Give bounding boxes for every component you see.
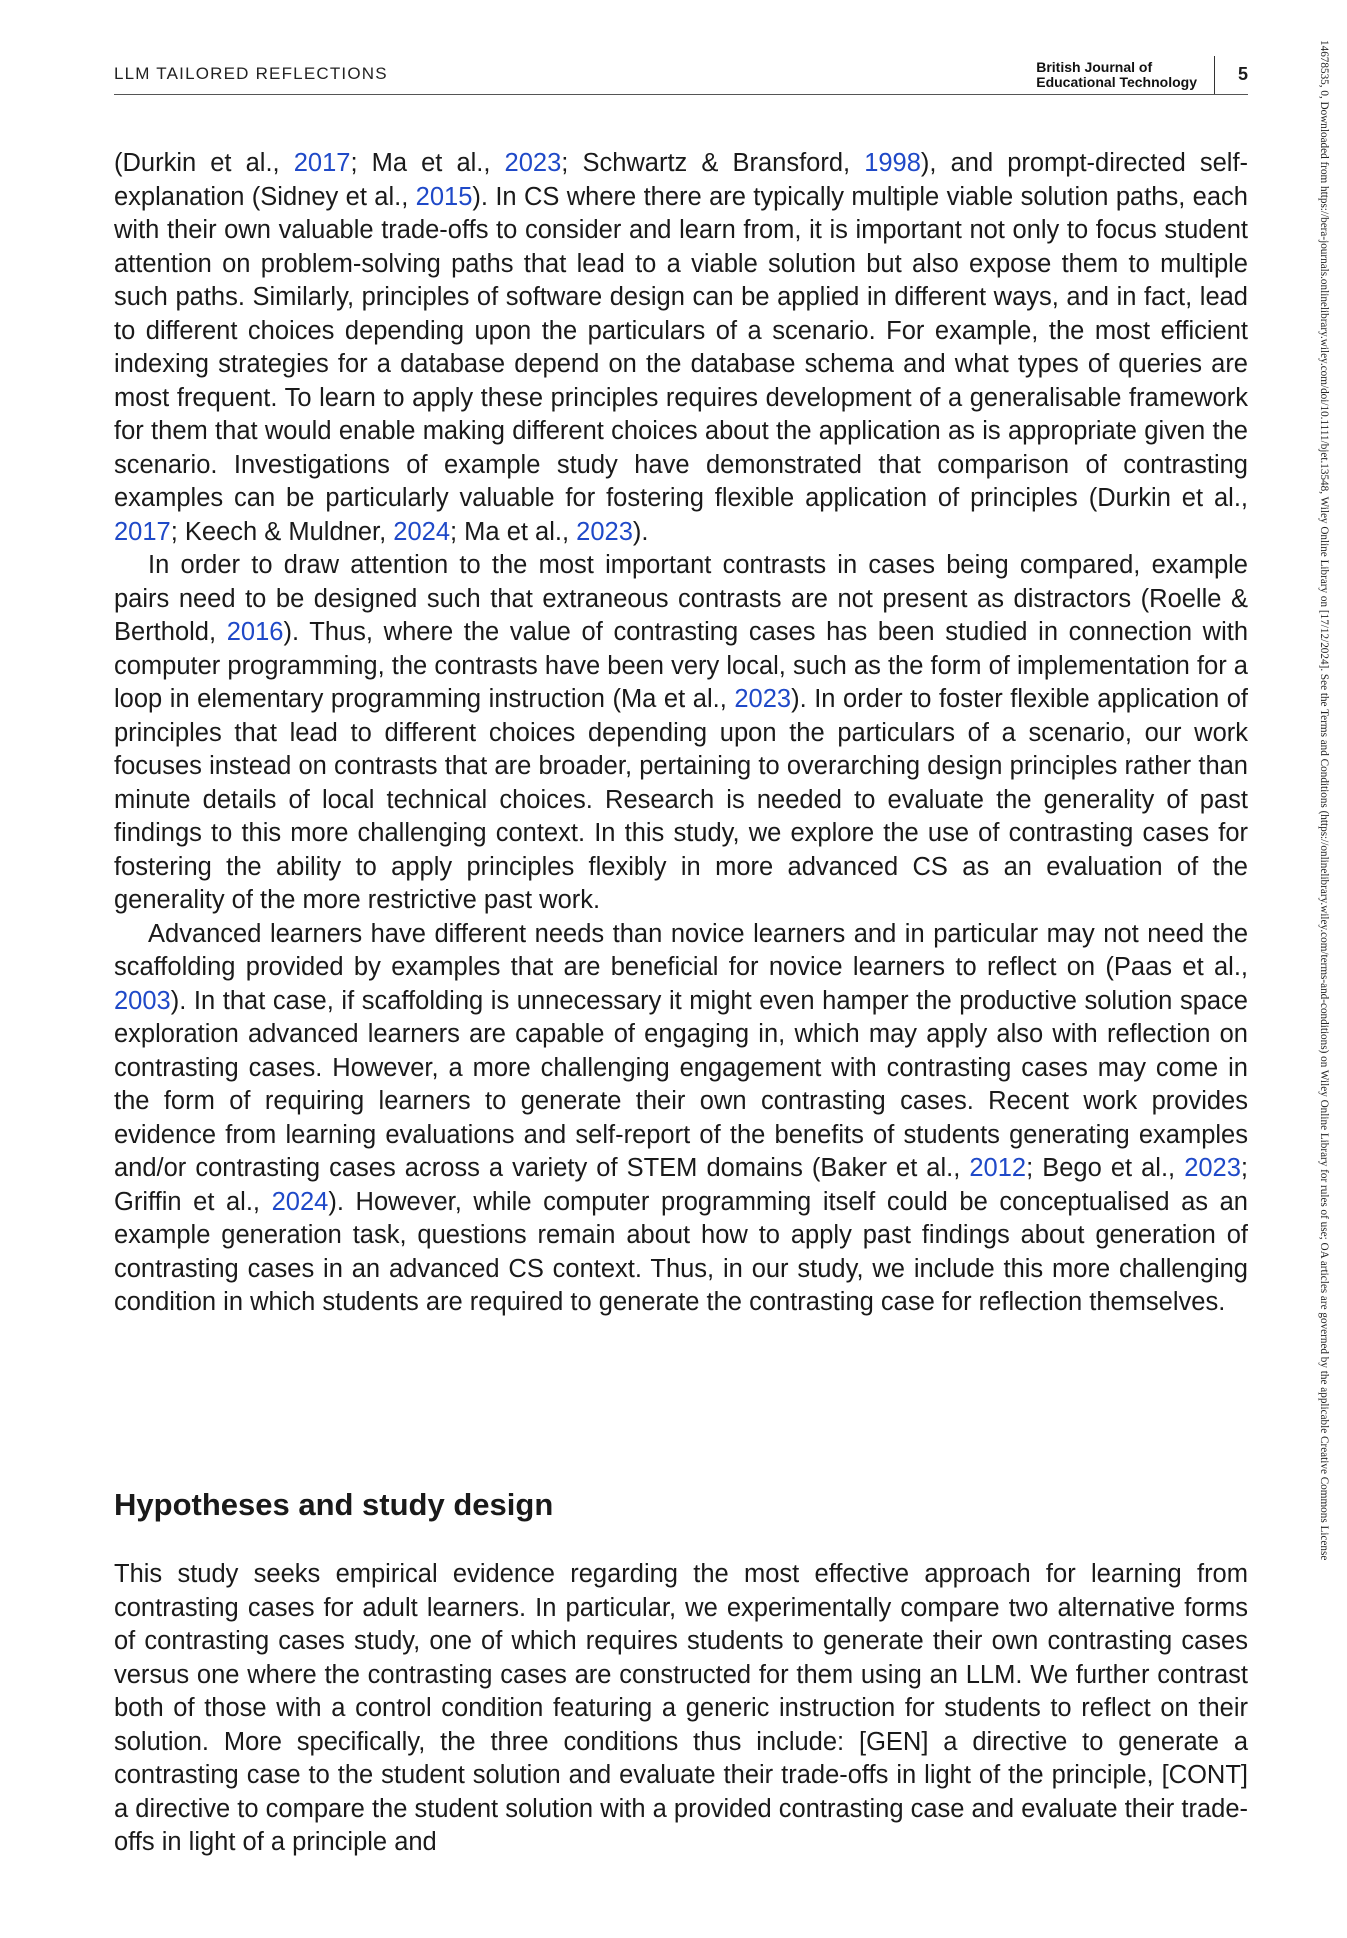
citation-link[interactable]: 1998 (864, 149, 921, 177)
paragraph-text: ). In that case, if scaffolding is unnecessary it might even hamper the productive solution space exploration advanced learners are capable of engaging in, which may apply also with reflection on contrasting cases. However, a more challenging engagement with contrasting cases may come in the form of requiring learners to generate their own contrasting cases. Recent work provides evidence from learning evaluations and self-report of the benefits of students generating examples and/or contrasting cases across a variety of STEM domains (Baker et al., (114, 986, 1248, 1182)
paragraph-text: ; Griffin et al., (114, 1154, 1249, 1216)
paragraph (114, 1558, 1248, 1860)
paragraph-text: ). In order to foster flexible application of principles that lead to different choices depending upon the particulars of a scenario, our work focuses instead on contrasts that are broader, pertaining to overarching design principles rather than minute details of local technical choices. Research is needed to evaluate the generality of past findings to this more challenging context. In this study, we explore the use of contrasting cases for fostering the ability to apply principles flexibly in more advanced CS as an evaluation of the generality of the more restrictive past work. (114, 685, 1248, 914)
paragraph-text: ; Bego et al., (1026, 1154, 1185, 1182)
paragraph-text: Advanced learners have different needs than novice learners and in particular may not need the scaffolding provided by examples that are beneficial for novice learners to reflect on (Paas et al., (114, 919, 1248, 981)
citation-link[interactable]: 2012 (969, 1154, 1027, 1182)
paragraph-text: ). However, while computer programming itself could be conceptualised as an example generation task, questions remain about how to apply past findings about generation of contrasting cases in an advanced CS context. Thus, in our study, we include this more challenging condition in which students are required to generate the contrasting case for reflection themselves. (114, 1187, 1248, 1316)
paragraph-text: In order to draw attention to the most important contrasts in cases being compared, example pairs need to be designed such that extraneous contrasts are not present as distractors (Roelle & Berthold, (114, 551, 1248, 646)
citation-link[interactable]: 2024 (271, 1187, 329, 1216)
paragraph-text: ; Ma et al., (450, 517, 577, 546)
journal-name (1036, 60, 1197, 90)
citation-link[interactable]: 2023 (576, 517, 633, 546)
citation-link[interactable]: 2023 (1184, 1154, 1241, 1182)
download-notice[interactable]: 14678535, 0, Downloaded from https://bera-journals.onlinelibrary.wiley.com/doi/10.1111/bjet.13548, Wiley Online Library on [17/12/2024]. See the Terms and Conditions (https://onlinelibrary.wiley.com/terms-and-conditions) on Wiley Online Library for rules of use; OA articles are governed by the applicable Creative Commons License (1318, 40, 1330, 1561)
journal-name-line1: British Journal of (1036, 59, 1153, 75)
citation-link[interactable]: 2015 (415, 182, 473, 211)
paragraph-text: ). Thus, where the value of contrasting cases has been studied in connection with computer programming, the contrasts have been very local, such as the form of implementation for a loop in elementary programming instruction (Ma et al., (114, 618, 1249, 713)
article-body (114, 147, 1248, 1320)
paragraph (114, 147, 1248, 549)
journal-name-line2: Educational Technology (1036, 74, 1197, 90)
citation-link[interactable]: 2023 (734, 685, 792, 713)
citation-link[interactable]: 2003 (114, 986, 171, 1015)
paragraph-text: ; Keech & Muldner, (170, 517, 394, 546)
paragraph-text: ). (632, 517, 649, 546)
paragraph-text: This study seeks empirical evidence regarding the most effective approach for learning from contrasting cases for adult learners. In particular, we experimentally compare two alternative forms of contrasting cases study, one of which requires students to generate their own contrasting cases versus one where the contrasting cases are constructed for them using an LLM. We further contrast both of those with a control condition featuring a generic instruction for students to reflect on their solution. More specifically, the three conditions thus include: [GEN] a directive to generate a contrasting case to the student solution and evaluate their trade-offs in light of the principle, [CONT] a directive to compare the student solution with a provided contrasting case and evaluate their trade-offs in light of a principle and (114, 1560, 1248, 1856)
citation-link[interactable]: 2017 (293, 149, 351, 177)
paragraph (114, 549, 1248, 918)
paragraph-text: ). In CS where there are typically multiple viable solution paths, each with their own valuable trade-offs to consider and learn from, it is important not only to focus student attention on problem-solving paths that lead to a viable solution but also expose them to multiple such paths. Similarly, principles of software design can be applied in different ways, and in fact, lead to different choices depending upon the particulars of a scenario. For example, the most efficient indexing strategies for a database depend on the database schema and what types of queries are most frequent. To learn to apply these principles requires development of a generalisable framework for them that would enable making different choices about the application as is appropriate given the scenario. Investigations of example study have demonstrated that comparison of contrasting examples can be particularly valuable for fostering flexible application of principles (Durkin et al., (114, 182, 1248, 512)
paragraph-text: ; Ma et al., (350, 149, 505, 177)
citation-link[interactable]: 2023 (504, 149, 562, 177)
paragraph-text: ; Schwartz & Bransford, (561, 149, 865, 177)
paragraph (114, 918, 1248, 1320)
paragraph-text: (Durkin et al., (114, 149, 294, 177)
page-number: 5 (1237, 64, 1248, 84)
running-title: LLM TAILORED REFLECTIONS (114, 64, 388, 83)
citation-link[interactable]: 2024 (393, 517, 451, 546)
section-heading: Hypotheses and study design (114, 1487, 554, 1522)
citation-link[interactable]: 2016 (226, 618, 284, 646)
section-body (114, 1558, 1248, 1860)
running-head (114, 60, 1248, 95)
citation-link[interactable]: 2017 (114, 517, 171, 546)
header-divider (1214, 56, 1215, 94)
paragraph-text: ), and prompt-directed self-explanation (Sidney et al., (114, 149, 1249, 211)
